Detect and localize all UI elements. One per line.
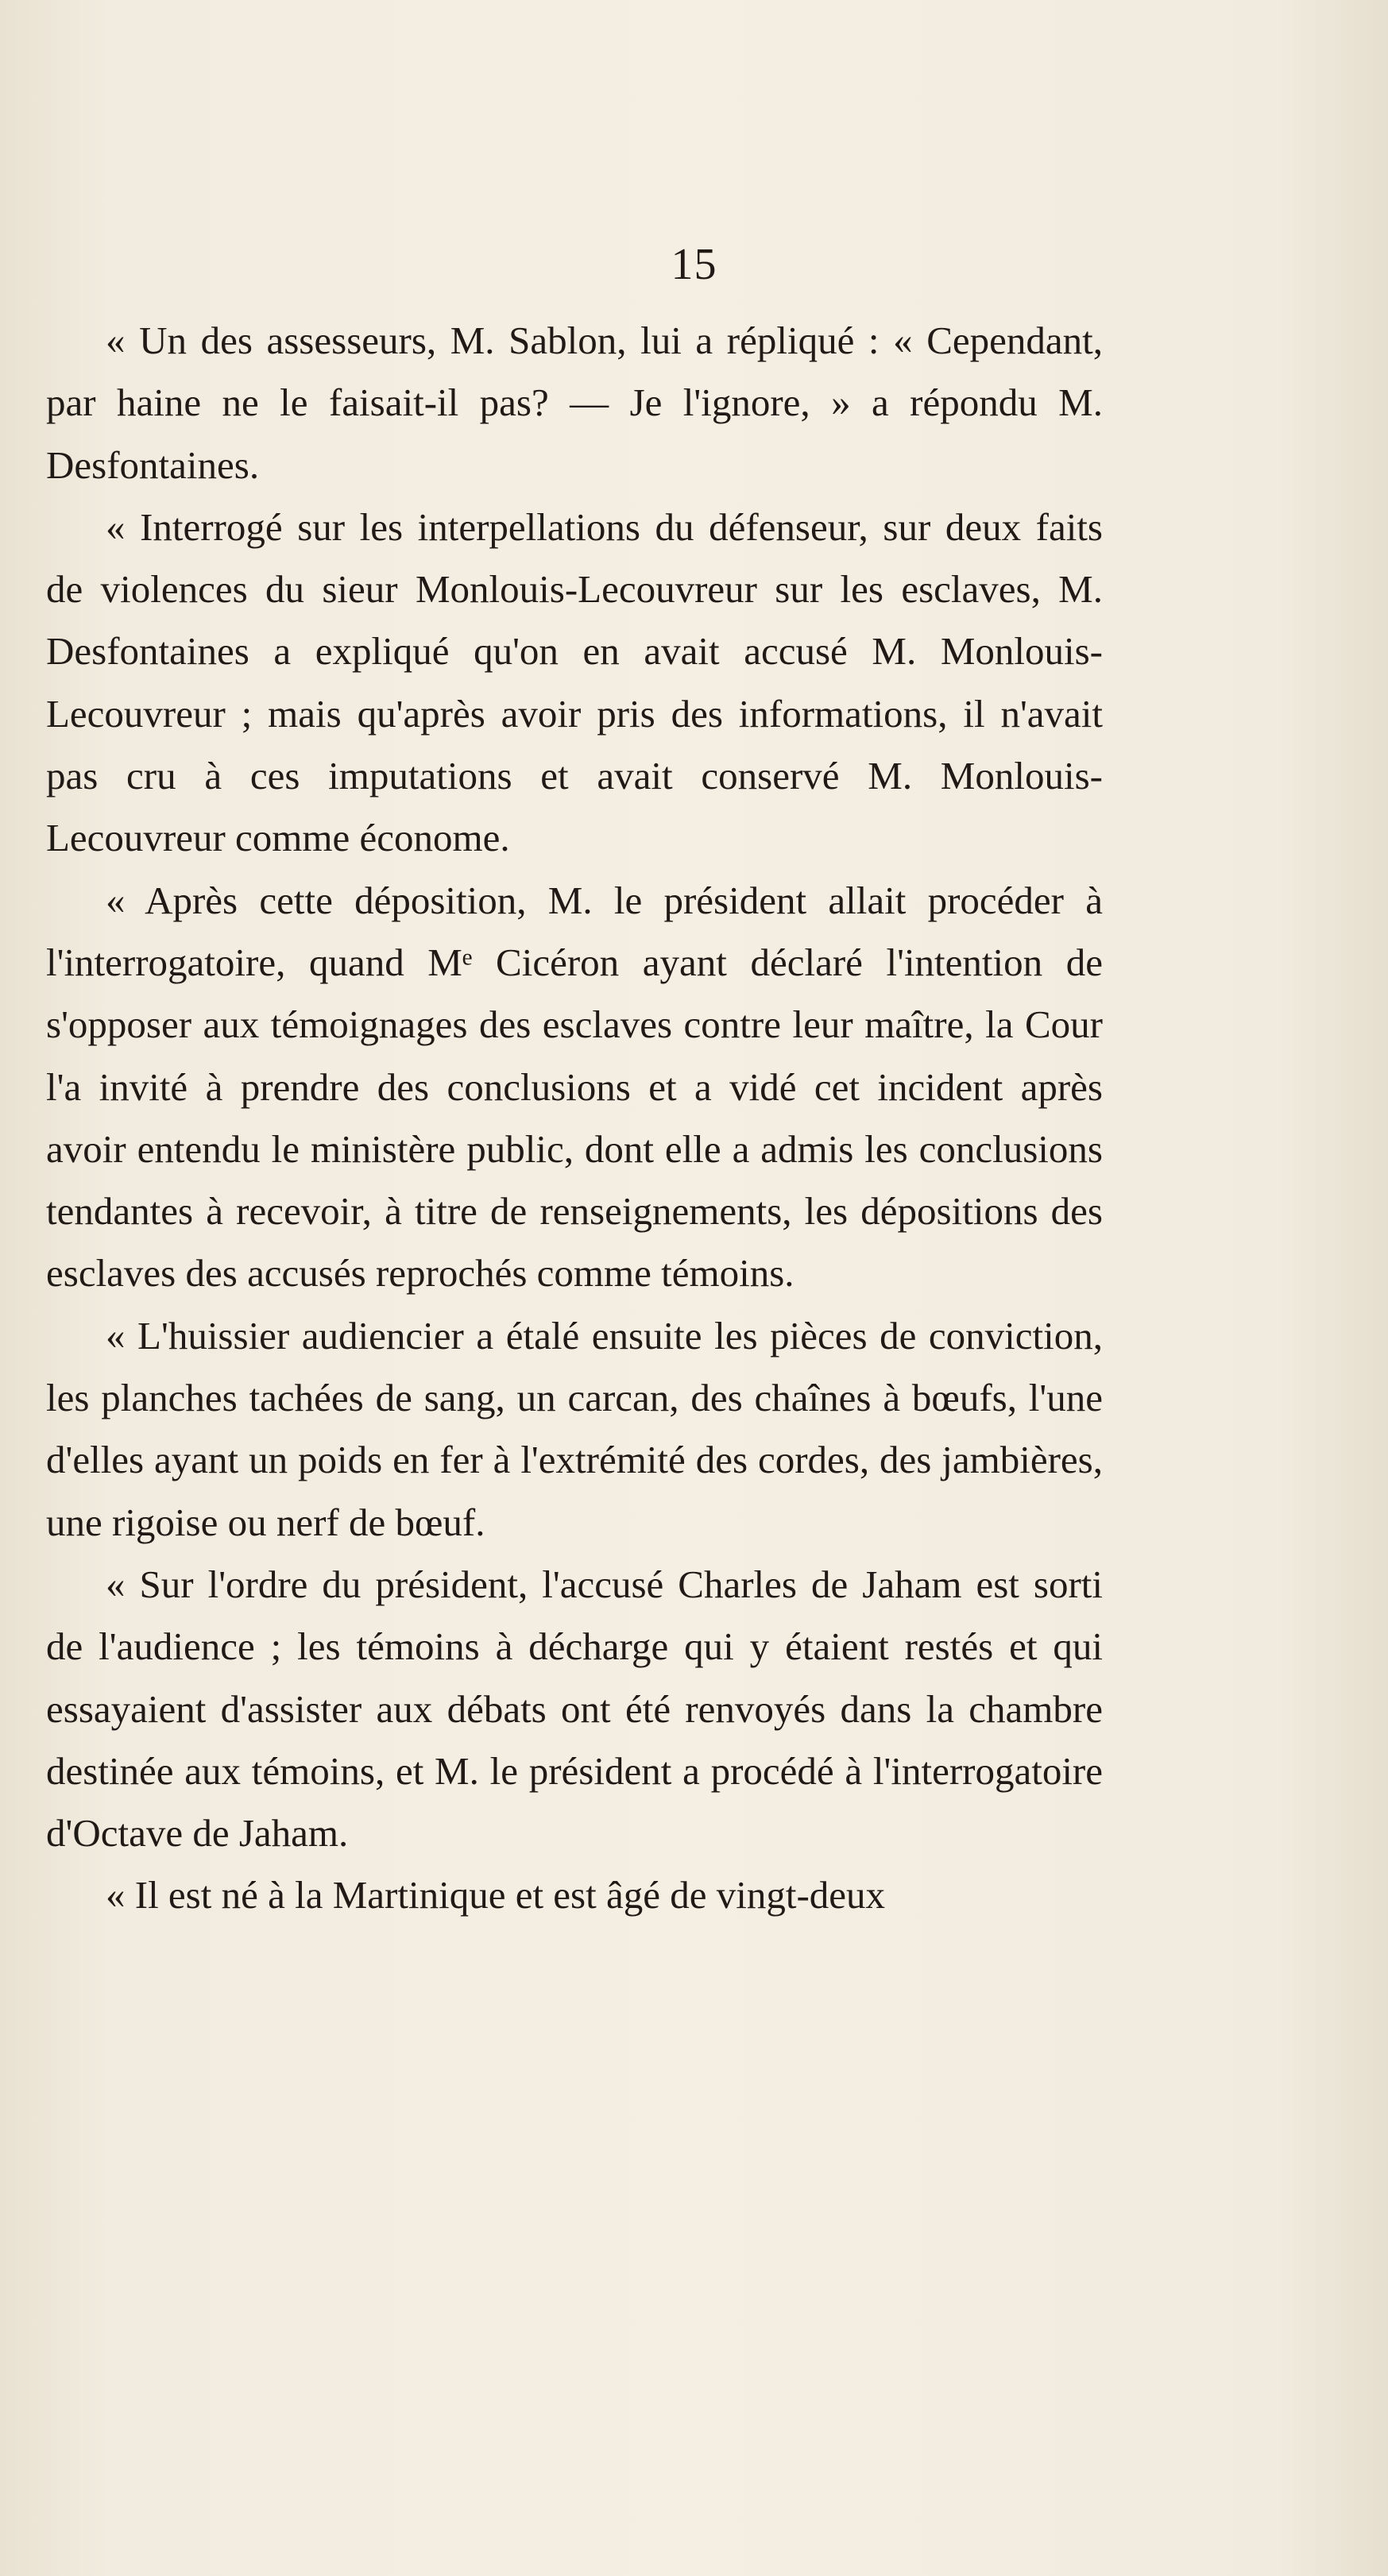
page-number: 15 [671, 240, 717, 289]
paragraph: « Il est né à la Martinique et est âgé de vingt-deux [106, 1873, 886, 1918]
paragraph: « L'huissier audiencier a étalé ensuite les pièces de conviction, les planches tachées de sang, un carcan, des chaînes à bœufs, l'une d'elles ayant un poids en fer à l'extrémité des cordes, des jambières, une rigoise ou nerf de bœuf. [46, 1313, 1103, 1544]
paragraph: « Sur l'ordre du président, l'accusé Charles de Jaham est sorti de l'audience ; les témoins à décharge qui y étaient restés et qui essayaient d'assister aux débats ont été renvoyés dans la chambre destinée aux témoins, et M. le président a procédé à l'interrogatoire d'Octave de Jaham. [46, 1562, 1103, 1856]
body-text [46, 310, 1103, 1927]
paragraph: « Interrogé sur les interpellations du défenseur, sur deux faits de violences du sieur Monlouis-Lecouvreur sur les esclaves, M. Desfontaines a expliqué qu'on en avait accusé M. Monlouis-Lecouvreur ; mais qu'après avoir pris des informations, il n'avait pas cru à ces imputations et avait conservé M. Monlouis-Lecouvreur comme économe. [46, 504, 1103, 860]
paragraph: « Après cette déposition, M. le président allait procéder à l'interrogatoire, quand Mᵉ Cicéron ayant déclaré l'intention de s'opposer aux témoignages des esclaves contre leur maître, la Cour l'a invité à prendre des conclusions et a vidé cet incident après avoir entendu le ministère public, dont elle a admis les conclusions tendantes à recevoir, à titre de renseignements, les dépositions des esclaves des accusés reprochés comme témoins. [46, 878, 1103, 1296]
paragraph: « Un des assesseurs, M. Sablon, lui a répliqué : « Cependant, par haine ne le faisait-il pas? — Je l'ignore, » a répondu M. Desfontaines. [46, 319, 1103, 487]
